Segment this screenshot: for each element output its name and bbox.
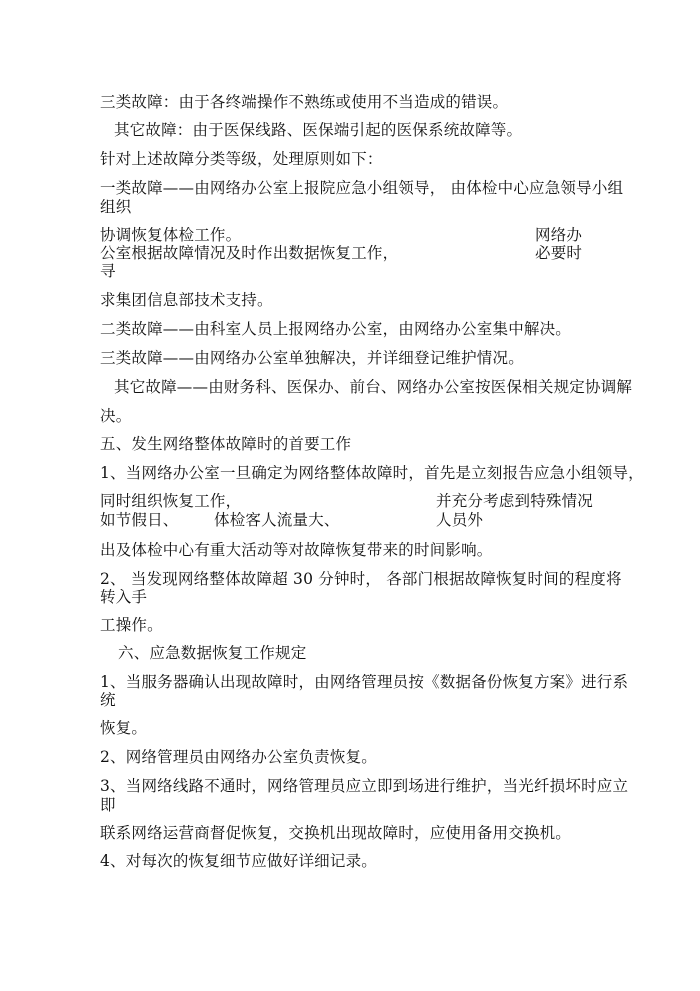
text-line: 工操作。 [100, 616, 163, 634]
text-line: 如节假日、 [100, 511, 179, 529]
text-line: 即 [100, 796, 116, 814]
section-heading: 六、应急数据恢复工作规定 [118, 644, 307, 662]
text-line: 求集团信息部技术支持。 [100, 291, 273, 309]
text-line: 联系网络运营商督促恢复，交换机出现故障时，应使用备用交换机。 [100, 824, 572, 842]
text-line: 一类故障——由网络办公室上报院应急小组领导， 由体检中心应急领导小组 [100, 179, 624, 197]
text-line: 针对上述故障分类等级，处理原则如下： [100, 150, 383, 168]
text-line: 3、当网络线路不通时，网络管理员应立即到场进行维护，当光纤损坏时应立 [100, 777, 629, 795]
text-line: 转入手 [100, 588, 148, 606]
text-line: 必要时 [535, 244, 583, 262]
text-line: 1、当网络办公室一旦确定为网络整体故障时，首先是立刻报告应急小组领导， [100, 464, 644, 482]
text-line: 同时组织恢复工作， [100, 492, 242, 510]
section-heading: 五、发生网络整体故障时的首要工作 [100, 435, 352, 453]
text-line: 协调恢复体检工作。 [100, 226, 242, 244]
text-line: 2、 当发现网络整体故障超 30 分钟时， 各部门根据故障恢复时间的程度将 [100, 570, 622, 588]
text-line: 二类故障——由科室人员上报网络办公室，由网络办公室集中解决。 [100, 320, 572, 338]
text-line: 三类故障：由于各终端操作不熟练或使用不当造成的错误。 [100, 93, 509, 111]
text-line: 组织 [100, 198, 132, 216]
text-line: 寻 [100, 262, 116, 280]
text-line: 统 [100, 691, 116, 709]
text-line: 其它故障：由于医保线路、医保端引起的医保系统故障等。 [114, 121, 523, 139]
text-line: 恢复。 [100, 719, 148, 737]
text-line: 体检客人流量大、 [214, 511, 340, 529]
text-line: 并充分考虑到特殊情况 [436, 492, 594, 510]
text-line: 1、当服务器确认出现故障时，由网络管理员按《数据备份恢复方案》进行系 [100, 673, 629, 691]
text-line: 决。 [100, 407, 132, 425]
text-line: 其它故障——由财务科、医保办、前台、网络办公室按医保相关规定协调解 [114, 378, 633, 396]
text-line: 人员外 [436, 511, 484, 529]
text-line: 2、网络管理员由网络办公室负责恢复。 [100, 748, 377, 766]
text-line: 三类故障——由网络办公室单独解决，并详细登记维护情况。 [100, 349, 524, 367]
text-line: 网络办 [535, 226, 583, 244]
text-line: 公室根据故障情况及时作出数据恢复工作， [100, 244, 399, 262]
text-line: 出及体检中心有重大活动等对故障恢复带来的时间影响。 [100, 541, 493, 559]
text-line: 4、对每次的恢复细节应做好详细记录。 [100, 852, 377, 870]
